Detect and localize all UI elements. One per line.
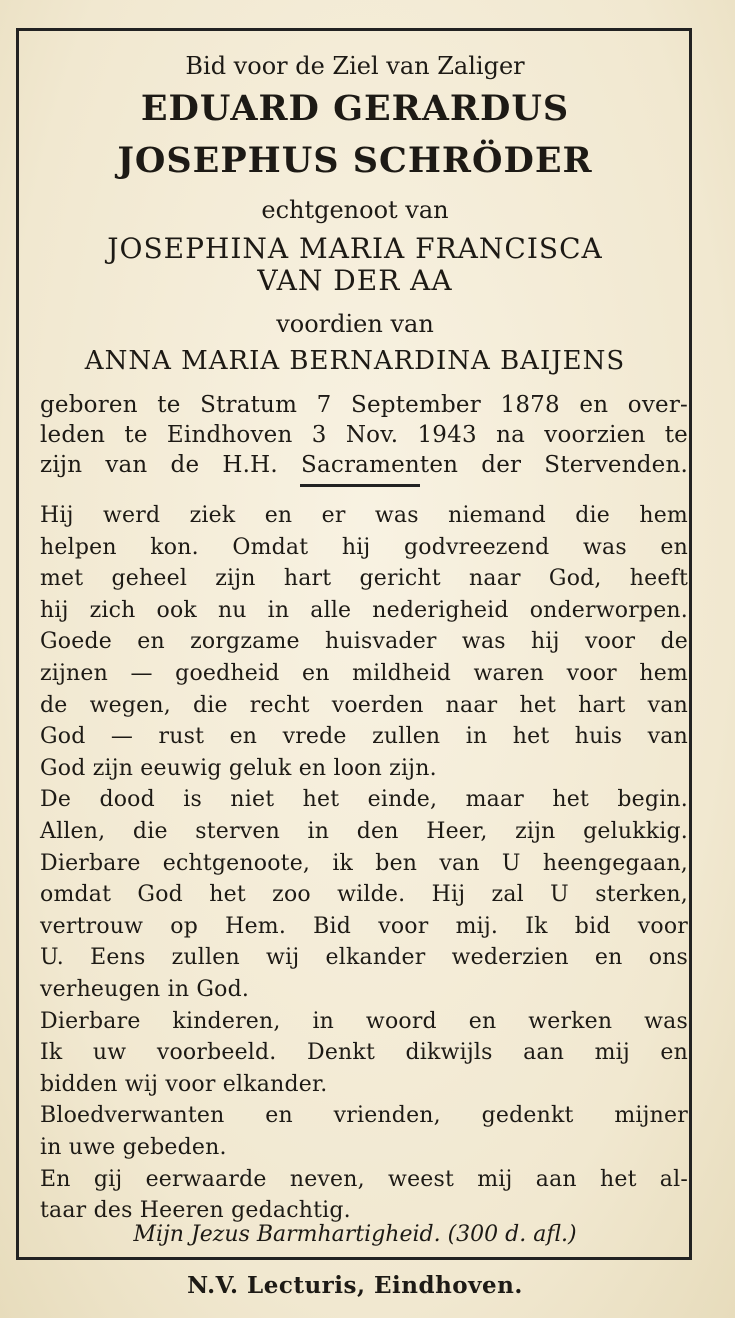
body-line: zijnen — goedheid en mildheid waren voor hem <box>40 661 688 686</box>
body-line: Dierbare kinderen, in woord en werken was <box>40 1008 688 1034</box>
body-line: Hij werd ziek en er was niemand die hem <box>40 503 688 528</box>
body-line: U. Eens zullen wij elkander wederzien en ons <box>40 945 688 971</box>
body-line: met geheel zijn hart gericht naar God, heeft <box>40 566 688 592</box>
spouse-intro: echtgenoot van <box>261 196 449 224</box>
intro-text: Bid voor de Ziel van Zaliger <box>185 52 525 80</box>
previous-spouse-intro: voordien van <box>276 310 434 338</box>
spouse-name-line-2: VAN DER AA <box>257 264 453 297</box>
birth-death-line: zijn van de H.H. Sacramenten der Stervenden. <box>40 452 688 478</box>
divider-rule <box>300 484 420 487</box>
body-line: helpen kon. Omdat hij godvreezend was en <box>40 534 688 560</box>
body-line: Allen, die sterven in den Heer, zijn gelukkig. <box>40 819 688 844</box>
deceased-name-line-2: JOSEPHUS SCHRÖDER <box>117 140 593 181</box>
previous-spouse-name: ANNA MARIA BERNARDINA BAIJENS <box>84 346 626 376</box>
body-line: En gij eerwaarde neven, weest mij aan het al- <box>40 1166 688 1192</box>
spouse-name-line-1: JOSEPHINA MARIA FRANCISCA <box>107 232 603 265</box>
body-line: bidden wij voor elkander. <box>40 1071 328 1097</box>
body-line: vertrouw op Hem. Bid voor mij. Ik bid voor <box>40 913 688 939</box>
deceased-name-line-1: EDUARD GERARDUS <box>140 88 570 129</box>
body-line: omdat God het zoo wilde. Hij zal U sterken, <box>40 882 688 908</box>
body-line: Ik uw voorbeeld. Denkt dikwijls aan mij en <box>40 1040 688 1066</box>
body-line: Dierbare echtgenoote, ik ben van U heengegaan, <box>40 850 688 876</box>
birth-death-line: geboren te Stratum 7 September 1878 en over- <box>40 392 688 418</box>
body-line: taar des Heeren gedachtig. <box>40 1198 351 1224</box>
body-line: God — rust en vrede zullen in het huis van <box>40 724 688 750</box>
body-line: in uwe gebeden. <box>40 1135 227 1160</box>
body-line: God zijn eeuwig geluk en loon zijn. <box>40 755 437 781</box>
body-line: hij zich ook nu in alle nederigheid onderworpen. <box>40 597 688 623</box>
printer-imprint: N.V. Lecturis, Eindhoven. <box>187 1272 523 1299</box>
body-line: de wegen, die recht voerden naar het hart van <box>40 692 688 718</box>
body-line: Bloedverwanten en vrienden, gedenkt mijner <box>40 1103 688 1129</box>
body-line: De dood is niet het einde, maar het begin. <box>40 787 688 813</box>
body-line: verheugen in God. <box>40 977 250 1002</box>
prayer-indulgence: Mijn Jezus Barmhartigheid. (300 d. afl.) <box>133 1222 577 1247</box>
birth-death-line: leden te Eindhoven 3 Nov. 1943 na voorzien te <box>40 422 688 448</box>
body-line: Goede en zorgzame huisvader was hij voor de <box>40 629 688 655</box>
